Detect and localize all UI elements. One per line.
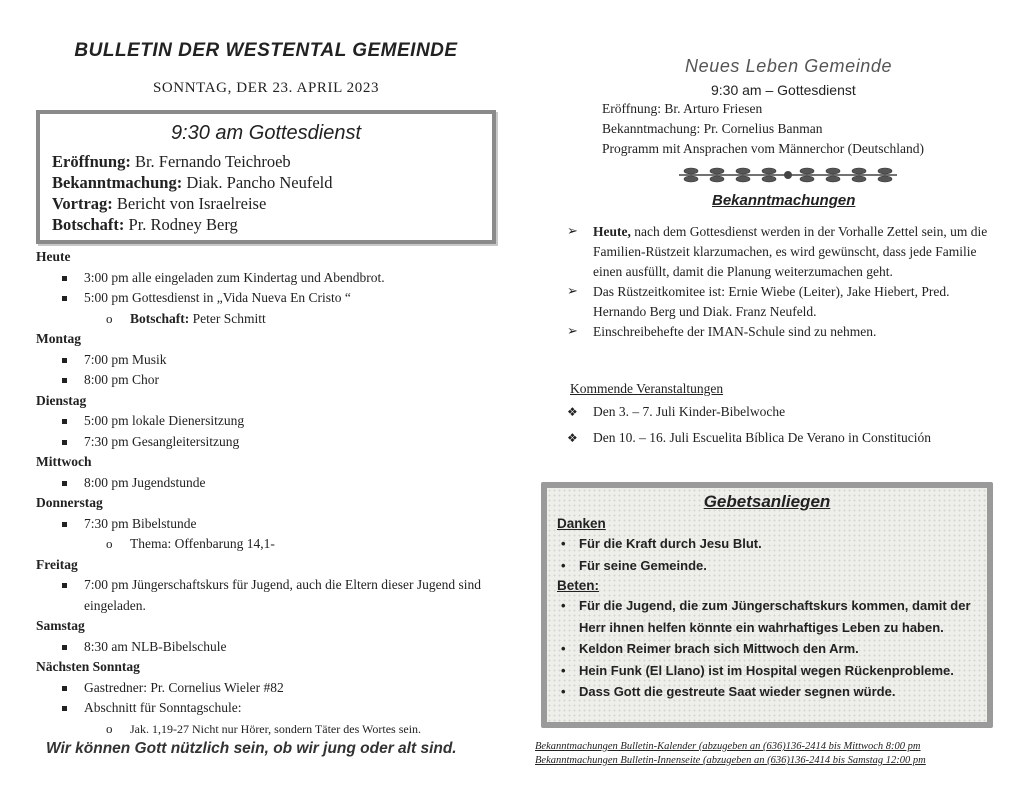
prayer-item: • Hein Funk (El Llano) ist im Hospital wegen Rückenprobleme. xyxy=(557,660,977,682)
schedule-item: Gastredner: Pr. Cornelius Wieler #82 xyxy=(36,678,506,699)
announcement-item: ➢ Einschreibehefte der IMAN-Schule sind zu nehmen. xyxy=(567,322,997,342)
upcoming-events-title: Kommende Veranstaltungen xyxy=(570,381,724,396)
day-heading: Nächsten Sonntag xyxy=(36,659,140,674)
announcements-title: Bekanntmachungen xyxy=(712,192,856,209)
upcoming-event: ❖ Den 3. – 7. Juli Kinder-Bibelwoche xyxy=(567,402,1007,422)
schedule-subitem: o Jak. 1,19-27 Nicht nur Hörer, sondern Täter des Wortes sein. xyxy=(36,719,506,740)
left-column xyxy=(36,40,506,757)
prayer-title: Gebetsanliegen xyxy=(703,492,831,511)
prayer-item: • Für seine Gemeinde. xyxy=(557,555,977,577)
service-line: Programm mit Ansprachen vom Männerchor (Deutschland) xyxy=(602,141,925,156)
prayer-requests-box xyxy=(541,482,993,728)
announcement-item: ➢ Heute, nach dem Gottesdienst werden in der Vorhalle Zettel sein, um die Familien-Rüstzeit klarzumachen, es wird gewünscht, dass jede Familie einen ausfüllt, damit die Planung weiterzumachen geht. xyxy=(567,222,997,282)
service-line-opening: Eröffnung: Br. Fernando Teichroeb xyxy=(52,152,291,171)
weekly-schedule xyxy=(36,247,506,739)
service-line: Eröffnung: Br. Arturo Friesen xyxy=(602,101,763,116)
schedule-item: 7:30 pm Bibelstunde xyxy=(36,514,506,535)
day-heading: Dienstag xyxy=(36,392,87,408)
day-heading: Mittwoch xyxy=(36,454,92,469)
schedule-item: 8:30 am NLB-Bibelschule xyxy=(36,637,506,658)
schedule-item: 5:00 pm lokale Dienersitzung xyxy=(36,411,506,432)
day-heading: Donnerstag xyxy=(36,495,103,510)
motto: Wir können Gott nützlich sein, ob wir jung oder alt sind. xyxy=(46,740,457,757)
schedule-item: Abschnitt für Sonntagschule: xyxy=(36,698,506,719)
day-heading: Samstag xyxy=(36,618,85,633)
prayer-item: • Dass Gott die gestreute Saat wieder segnen würde. xyxy=(557,681,977,703)
announcement-item: ➢ Das Rüstzeitkomitee ist: Ernie Wiebe (Leiter), Jake Hiebert, Pred. Hernando Berg und Diak. Franz Neufeld. xyxy=(567,282,997,322)
day-heading: Heute xyxy=(36,249,71,264)
prayer-item: • Für die Kraft durch Jesu Blut. xyxy=(557,533,977,555)
prayer-subheading: Beten: xyxy=(557,578,600,593)
schedule-item: 7:30 pm Gesangleitersitzung xyxy=(36,432,506,453)
service-box-title: 9:30 am Gottesdienst xyxy=(170,122,362,144)
church-name: Neues Leben Gemeinde xyxy=(685,56,893,76)
service-lines xyxy=(602,99,924,159)
schedule-item: 8:00 pm Chor xyxy=(36,370,506,391)
vine-ornament-icon xyxy=(677,166,899,184)
bulletin-date: SONNTAG, DER 23. APRIL 2023 xyxy=(152,80,380,96)
service-line: Bekanntmachung: Pr. Cornelius Banman xyxy=(602,121,823,136)
day-heading: Freitag xyxy=(36,556,78,572)
day-heading: Montag xyxy=(36,331,81,346)
schedule-subitem: o Thema: Offenbarung 14,1- xyxy=(36,534,506,555)
prayer-subheading: Danken xyxy=(557,516,606,531)
service-line-message: Botschaft: Pr. Rodney Berg xyxy=(52,215,238,234)
schedule-item: 5:00 pm Gottesdienst in „Vida Nueva En Cristo “ xyxy=(36,288,506,309)
service-title: 9:30 am – Gottesdienst xyxy=(711,82,856,98)
upcoming-events-list xyxy=(567,402,1007,454)
service-line-announcement: Bekanntmachung: Diak. Pancho Neufeld xyxy=(52,173,333,192)
footer-note: Bekanntmachungen Bulletin-Kalender (abzugeben an (636)136-2414 bis Mittwoch 8:00 pm xyxy=(535,741,921,752)
bulletin-title: BULLETIN DER WESTENTAL GEMEINDE xyxy=(74,40,458,61)
upcoming-event: ❖ Den 10. – 16. Juli Escuelita Bíblica De Verano in Constitución xyxy=(567,428,1007,448)
schedule-item: 3:00 pm alle eingeladen zum Kindertag und Abendbrot. xyxy=(36,268,506,289)
prayer-item: • Keldon Reimer brach sich Mittwoch den Arm. xyxy=(557,638,977,660)
schedule-item: 7:00 pm Musik xyxy=(36,350,506,371)
announcements-list xyxy=(567,222,997,342)
service-line-lecture: Vortrag: Bericht von Israelreise xyxy=(52,194,267,213)
schedule-item: 8:00 pm Jugendstunde xyxy=(36,473,506,494)
schedule-item: 7:00 pm Jüngerschaftskurs für Jugend, auch die Eltern dieser Jugend sind eingeladen. xyxy=(36,575,506,616)
service-box xyxy=(36,110,496,244)
footer-note: Bekanntmachungen Bulletin-Innenseite (abzugeben an (636)136-2414 bis Samstag 12:00 pm xyxy=(535,755,926,766)
prayer-item: • Für die Jugend, die zum Jüngerschaftskurs kommen, damit der Herr ihnen helfen könnte ein wahrhaftiges Leben zu haben. xyxy=(557,595,977,638)
schedule-subitem: o Botschaft: Peter Schmitt xyxy=(36,309,506,330)
footer-notes xyxy=(535,740,926,768)
